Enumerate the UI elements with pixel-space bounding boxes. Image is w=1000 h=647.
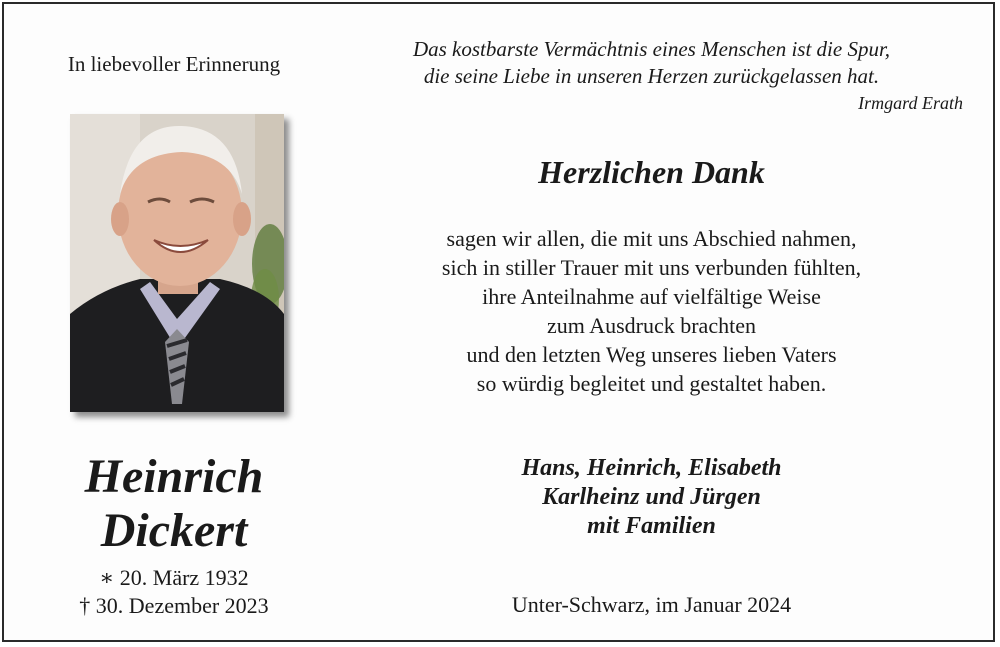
birth-date: ∗ 20. März 1932 [99, 565, 249, 590]
message-line: ihre Anteilnahme auf vielfältige Weise [482, 284, 821, 309]
signer-line: Karlheinz und Jürgen [542, 484, 761, 510]
quote-line: Das kostbarste Vermächtnis eines Menschen ist die Spur, [412, 37, 891, 61]
place-date: Unter-Schwarz, im Januar 2024 [511, 592, 792, 617]
deceased-name [4, 450, 344, 558]
memorial-quote [364, 36, 939, 90]
obituary-card [2, 2, 995, 642]
first-name: Heinrich [84, 450, 264, 503]
signer-line: Hans, Heinrich, Elisabeth [521, 455, 782, 481]
death-date: † 30. Dezember 2023 [79, 593, 269, 618]
thanks-heading: Herzlichen Dank [538, 154, 765, 190]
message-line: zum Ausdruck brachten [547, 313, 756, 338]
message-line: und den letzten Weg unseres lieben Vaters [466, 342, 837, 367]
signer-line: mit Familien [587, 513, 716, 539]
life-dates [4, 564, 344, 620]
memorial-subtitle: In liebevoller Erinnerung [67, 52, 281, 76]
family-signers [364, 454, 939, 541]
quote-line: die seine Liebe in unseren Herzen zurückgelassen hat. [423, 64, 880, 88]
message-line: sich in stiller Trauer mit uns verbunden fühlten, [441, 255, 862, 280]
portrait-illustration [70, 114, 284, 412]
last-name: Dickert [100, 504, 248, 557]
quote-author: Irmgard Erath [858, 93, 963, 113]
portrait-photo [70, 114, 284, 412]
message-line: sagen wir allen, die mit uns Abschied nahmen, [446, 226, 857, 251]
message-line: so würdig begleitet und gestaltet haben. [476, 371, 827, 396]
thanks-message [364, 224, 939, 398]
